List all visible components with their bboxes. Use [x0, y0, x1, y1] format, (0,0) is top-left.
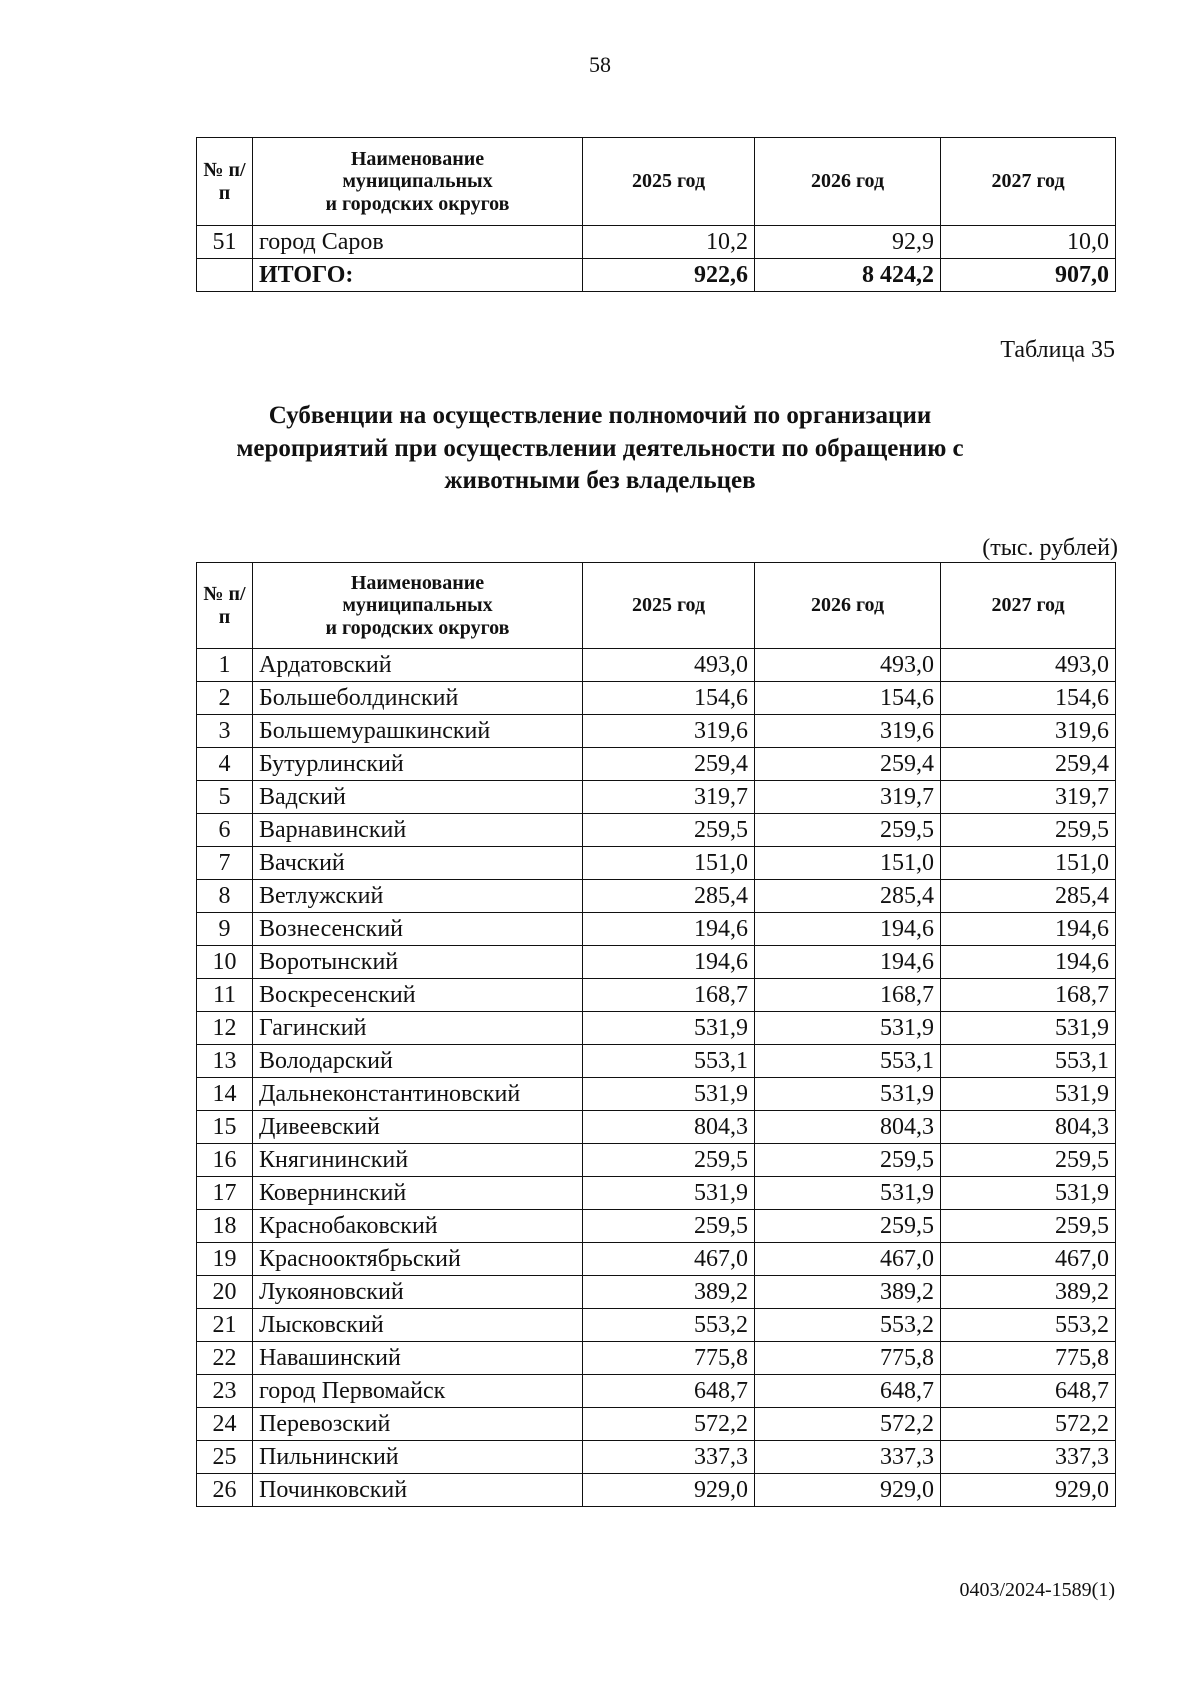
row-value-2027: 168,7	[941, 979, 1116, 1012]
row-name: Гагинский	[253, 1012, 583, 1045]
row-value-2025: 285,4	[583, 880, 755, 913]
table-row	[197, 1144, 1116, 1177]
row-name: Вадский	[253, 781, 583, 814]
row-value-2027: 259,4	[941, 748, 1116, 781]
table-row	[197, 847, 1116, 880]
row-value-2027: 259,5	[941, 1144, 1116, 1177]
row-value-2027: 259,5	[941, 814, 1116, 847]
row-name: Ветлужский	[253, 880, 583, 913]
row-value-2025: 389,2	[583, 1276, 755, 1309]
row-num: 18	[197, 1210, 253, 1243]
row-num: 15	[197, 1111, 253, 1144]
row-value-2026: 285,4	[755, 880, 941, 913]
row-name: Ковернинский	[253, 1177, 583, 1210]
row-num: 2	[197, 682, 253, 715]
row-num: 3	[197, 715, 253, 748]
header-name-line1: Наименование	[350, 147, 485, 170]
row-value-2026: 572,2	[755, 1408, 941, 1441]
row-name: Вознесенский	[253, 913, 583, 946]
table-row	[197, 814, 1116, 847]
table-row	[197, 1210, 1116, 1243]
row-value-2025: 10,2	[583, 226, 755, 259]
total-row	[197, 259, 1116, 292]
table-row	[197, 1375, 1116, 1408]
row-value-2027: 10,0	[941, 226, 1116, 259]
table-row	[197, 1045, 1116, 1078]
row-value-2026: 319,7	[755, 781, 941, 814]
row-value-2027: 319,6	[941, 715, 1116, 748]
row-value-2027: 259,5	[941, 1210, 1116, 1243]
total-value-2026: 8 424,2	[755, 259, 941, 292]
total-value-2027: 907,0	[941, 259, 1116, 292]
row-value-2026: 154,6	[755, 682, 941, 715]
row-num: 20	[197, 1276, 253, 1309]
row-value-2026: 194,6	[755, 913, 941, 946]
table-row	[197, 682, 1116, 715]
row-num: 12	[197, 1012, 253, 1045]
row-name: Большеболдинский	[253, 682, 583, 715]
row-name: Бутурлинский	[253, 748, 583, 781]
row-value-2027: 194,6	[941, 946, 1116, 979]
table-row	[197, 946, 1116, 979]
row-num: 9	[197, 913, 253, 946]
row-name: Вачский	[253, 847, 583, 880]
document-code: 0403/2024-1589(1)	[959, 1579, 1115, 1601]
row-value-2026: 531,9	[755, 1078, 941, 1111]
table-row	[197, 1111, 1116, 1144]
header-name-line3: и городских округов	[325, 616, 510, 639]
row-value-2025: 531,9	[583, 1012, 755, 1045]
row-name: Пильнинский	[253, 1441, 583, 1474]
row-value-2026: 553,2	[755, 1309, 941, 1342]
row-value-2026: 337,3	[755, 1441, 941, 1474]
row-value-2025: 259,5	[583, 1144, 755, 1177]
row-value-2025: 553,2	[583, 1309, 755, 1342]
row-value-2027: 493,0	[941, 649, 1116, 682]
row-name: город Первомайск	[253, 1375, 583, 1408]
table-row	[197, 1342, 1116, 1375]
row-value-2027: 572,2	[941, 1408, 1116, 1441]
table-title-line1: Субвенции на осуществление полномочий по организации	[268, 402, 932, 429]
table-number-label: Таблица 35	[1000, 337, 1115, 363]
row-value-2026: 259,5	[755, 814, 941, 847]
table-title-line2: мероприятий при осуществлении деятельности по обращению с	[236, 434, 964, 462]
row-value-2026: 929,0	[755, 1474, 941, 1507]
row-value-2027: 151,0	[941, 847, 1116, 880]
row-value-2025: 804,3	[583, 1111, 755, 1144]
units-label: (тыс. рублей)	[982, 535, 1118, 561]
row-num: 26	[197, 1474, 253, 1507]
table-row	[197, 226, 1116, 259]
row-num: 24	[197, 1408, 253, 1441]
header-name-line2: муниципальных	[342, 594, 493, 617]
row-value-2025: 531,9	[583, 1078, 755, 1111]
row-num: 14	[197, 1078, 253, 1111]
row-name: Дивеевский	[253, 1111, 583, 1144]
row-value-2026: 467,0	[755, 1243, 941, 1276]
table-row	[197, 715, 1116, 748]
row-value-2025: 151,0	[583, 847, 755, 880]
row-num: 6	[197, 814, 253, 847]
row-value-2026: 804,3	[755, 1111, 941, 1144]
row-value-2025: 337,3	[583, 1441, 755, 1474]
row-value-2026: 648,7	[755, 1375, 941, 1408]
row-num: 5	[197, 781, 253, 814]
table35	[196, 562, 1116, 1507]
row-value-2025: 154,6	[583, 682, 755, 715]
header-2027: 2027 год	[941, 138, 1116, 226]
row-value-2027: 389,2	[941, 1276, 1116, 1309]
row-value-2027: 531,9	[941, 1078, 1116, 1111]
table-title	[150, 400, 1050, 498]
row-value-2025: 194,6	[583, 946, 755, 979]
row-value-2025: 531,9	[583, 1177, 755, 1210]
continuation-table	[196, 137, 1116, 292]
row-name: Навашинский	[253, 1342, 583, 1375]
header-2027: 2027 год	[941, 563, 1116, 649]
row-value-2026: 553,1	[755, 1045, 941, 1078]
row-value-2027: 467,0	[941, 1243, 1116, 1276]
row-value-2027: 285,4	[941, 880, 1116, 913]
table-row	[197, 979, 1116, 1012]
row-value-2026: 531,9	[755, 1012, 941, 1045]
row-value-2026: 259,4	[755, 748, 941, 781]
row-value-2026: 493,0	[755, 649, 941, 682]
row-value-2025: 259,5	[583, 814, 755, 847]
table-row	[197, 1276, 1116, 1309]
row-num: 25	[197, 1441, 253, 1474]
row-value-2027: 531,9	[941, 1012, 1116, 1045]
row-value-2027: 804,3	[941, 1111, 1116, 1144]
header-2026: 2026 год	[755, 563, 941, 649]
row-name: Воскресенский	[253, 979, 583, 1012]
table-row	[197, 1177, 1116, 1210]
header-name-line2: муниципальных	[342, 170, 493, 193]
row-value-2025: 467,0	[583, 1243, 755, 1276]
table-row	[197, 1012, 1116, 1045]
table-row	[197, 781, 1116, 814]
row-value-2027: 648,7	[941, 1375, 1116, 1408]
row-name: Краснооктябрьский	[253, 1243, 583, 1276]
header-name-line1: Наименование	[350, 571, 485, 594]
row-value-2025: 194,6	[583, 913, 755, 946]
row-value-2027: 775,8	[941, 1342, 1116, 1375]
row-value-2025: 493,0	[583, 649, 755, 682]
row-name: Лукояновский	[253, 1276, 583, 1309]
row-num: 1	[197, 649, 253, 682]
row-name: Варнавинский	[253, 814, 583, 847]
row-num: 23	[197, 1375, 253, 1408]
header-2025: 2025 год	[583, 563, 755, 649]
row-num: 51	[197, 226, 253, 259]
row-name: Краснобаковский	[253, 1210, 583, 1243]
row-value-2027: 154,6	[941, 682, 1116, 715]
page-number: 58	[589, 52, 611, 77]
header-num: № п/п	[197, 138, 253, 226]
row-value-2027: 929,0	[941, 1474, 1116, 1507]
row-name: Княгининский	[253, 1144, 583, 1177]
row-num: 7	[197, 847, 253, 880]
row-value-2025: 259,5	[583, 1210, 755, 1243]
row-name: Дальнеконстантиновский	[253, 1078, 583, 1111]
row-name: Ардатовский	[253, 649, 583, 682]
row-value-2025: 572,2	[583, 1408, 755, 1441]
row-value-2027: 337,3	[941, 1441, 1116, 1474]
row-value-2026: 389,2	[755, 1276, 941, 1309]
row-name: город Саров	[253, 226, 583, 259]
row-value-2027: 531,9	[941, 1177, 1116, 1210]
header-2026: 2026 год	[755, 138, 941, 226]
row-value-2026: 531,9	[755, 1177, 941, 1210]
table-row	[197, 1078, 1116, 1111]
row-value-2026: 92,9	[755, 226, 941, 259]
row-value-2025: 319,6	[583, 715, 755, 748]
row-num: 19	[197, 1243, 253, 1276]
table-row	[197, 1441, 1116, 1474]
row-num: 13	[197, 1045, 253, 1078]
row-name: Володарский	[253, 1045, 583, 1078]
row-value-2025: 648,7	[583, 1375, 755, 1408]
row-value-2027: 553,2	[941, 1309, 1116, 1342]
table-row	[197, 1408, 1116, 1441]
row-value-2025: 168,7	[583, 979, 755, 1012]
row-name: Перевозский	[253, 1408, 583, 1441]
row-value-2025: 775,8	[583, 1342, 755, 1375]
total-value-2025: 922,6	[583, 259, 755, 292]
row-value-2026: 168,7	[755, 979, 941, 1012]
row-num: 10	[197, 946, 253, 979]
row-value-2025: 929,0	[583, 1474, 755, 1507]
table-row	[197, 649, 1116, 682]
header-name	[253, 138, 583, 226]
table-row	[197, 748, 1116, 781]
row-name: Лысковский	[253, 1309, 583, 1342]
header-num: № п/п	[197, 563, 253, 649]
table-row	[197, 880, 1116, 913]
row-name: Воротынский	[253, 946, 583, 979]
row-value-2025: 553,1	[583, 1045, 755, 1078]
row-num: 21	[197, 1309, 253, 1342]
row-value-2027: 194,6	[941, 913, 1116, 946]
row-value-2025: 319,7	[583, 781, 755, 814]
table-header-row	[197, 138, 1116, 226]
row-value-2026: 259,5	[755, 1144, 941, 1177]
row-value-2025: 259,4	[583, 748, 755, 781]
row-value-2026: 194,6	[755, 946, 941, 979]
table-row	[197, 913, 1116, 946]
table-header-row	[197, 563, 1116, 649]
table-row	[197, 1474, 1116, 1507]
header-name	[253, 563, 583, 649]
row-name: Большемурашкинский	[253, 715, 583, 748]
row-num: 17	[197, 1177, 253, 1210]
row-value-2026: 151,0	[755, 847, 941, 880]
row-num: 11	[197, 979, 253, 1012]
row-num: 22	[197, 1342, 253, 1375]
row-value-2027: 553,1	[941, 1045, 1116, 1078]
total-num-cell	[197, 259, 253, 292]
header-name-line3: и городских округов	[325, 192, 510, 215]
row-value-2026: 319,6	[755, 715, 941, 748]
table-row	[197, 1309, 1116, 1342]
total-label: ИТОГО:	[253, 259, 583, 292]
table-row	[197, 1243, 1116, 1276]
row-num: 4	[197, 748, 253, 781]
row-value-2026: 259,5	[755, 1210, 941, 1243]
table-title-line3: животными без владельцев	[444, 467, 756, 494]
row-value-2026: 775,8	[755, 1342, 941, 1375]
row-num: 8	[197, 880, 253, 913]
row-num: 16	[197, 1144, 253, 1177]
header-2025: 2025 год	[583, 138, 755, 226]
row-name: Починковский	[253, 1474, 583, 1507]
row-value-2027: 319,7	[941, 781, 1116, 814]
